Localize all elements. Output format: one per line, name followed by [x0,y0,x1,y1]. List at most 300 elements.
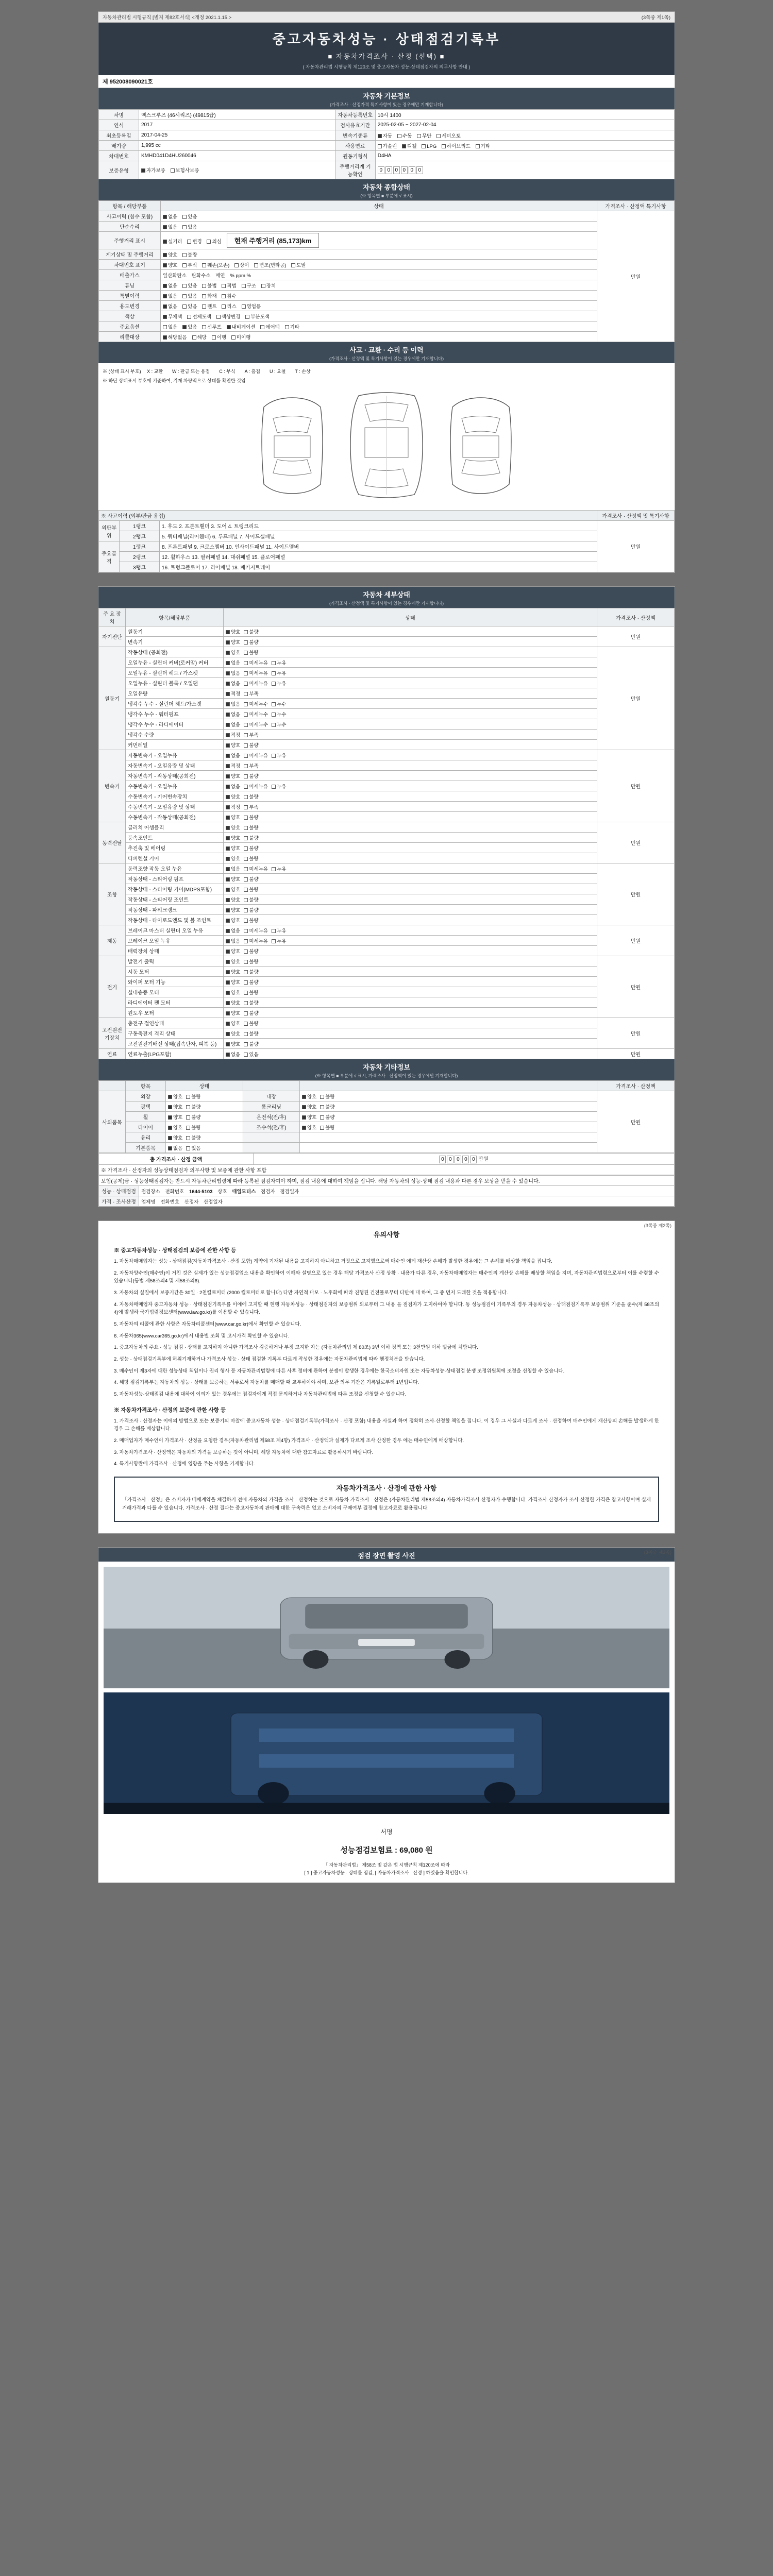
detail-state-options[interactable] [224,925,597,936]
checkbox-alt-2[interactable] [272,754,276,758]
checkbox-alt-1[interactable] [244,816,248,820]
checkbox-option-sunroof[interactable] [202,325,206,329]
checkbox-alt-1[interactable] [244,785,248,789]
checkbox-good[interactable] [302,1095,306,1099]
option-label: 양호 [173,1135,183,1141]
checkbox-primary[interactable] [226,929,230,933]
checkbox-alt-1[interactable] [244,888,248,892]
checkbox-primary[interactable] [226,774,230,778]
checkbox-alt-1[interactable] [244,1042,248,1046]
detail-state-options[interactable] [224,699,597,709]
detail-state-options[interactable] [224,967,597,977]
checkbox-primary[interactable] [226,826,230,830]
row-value: 엑스크루즈 (46시리즈) (49815급) [139,110,335,120]
others-item-options-2[interactable] [300,1091,597,1101]
item-options[interactable] [161,280,597,291]
checkbox-alt-1[interactable] [244,950,248,954]
option-label: 양호 [231,835,241,841]
checkbox-primary[interactable] [226,867,230,871]
detail-state-options[interactable] [224,760,597,771]
checkbox-exists[interactable] [182,225,187,229]
car-front-photo-illustration [104,1567,669,1688]
checkbox-option-airbag[interactable] [260,325,264,329]
checkbox-vin-modified[interactable] [254,263,258,267]
checkbox-alt-1[interactable] [244,960,248,964]
option-label: 적정 [231,732,241,738]
detail-part-label: 오일누유 - 실린더 헤드 / 가스켓 [126,668,224,678]
detail-state-options[interactable] [224,1039,597,1049]
checkbox-primary[interactable] [226,702,230,706]
inspector-company-label: 상호 [217,1189,227,1195]
checkbox-vin-good[interactable] [163,263,167,267]
checkbox-primary[interactable] [226,1042,230,1046]
checkbox-usage-exists[interactable] [182,304,187,309]
transmission-options[interactable] [375,130,674,141]
checkbox-usage-none[interactable] [163,304,167,309]
detail-state-options[interactable] [224,822,597,833]
checkbox-alt-1[interactable] [244,970,248,974]
detail-state-options[interactable] [224,977,597,987]
checkbox-primary[interactable] [226,836,230,840]
option-label: 불량 [249,815,259,821]
checkbox-color-partial-paint[interactable] [245,315,249,319]
document-topbar [98,12,675,23]
detail-state-options[interactable] [224,802,597,812]
checkbox-alt-1[interactable] [244,980,248,985]
detail-state-options[interactable] [224,863,597,874]
table-row [99,833,675,843]
checkbox-special-exists[interactable] [182,294,187,298]
checkbox-real-distance[interactable] [163,240,167,244]
option-label: 양호 [307,1114,317,1121]
detail-state-options[interactable] [224,637,597,647]
checkbox-transmission-auto[interactable] [378,134,382,138]
checkbox-alt-1[interactable] [244,1022,248,1026]
checkbox-bad[interactable] [320,1095,324,1099]
item-options[interactable] [161,249,597,260]
checkbox-alt-1[interactable] [244,1011,248,1015]
option-label: 불법 [207,283,217,289]
table-row [99,1039,675,1049]
checkbox-tuning-structure[interactable] [242,284,246,288]
checkbox-primary[interactable] [226,754,230,758]
checkbox-primary[interactable] [226,960,230,964]
checkbox-special-fire[interactable] [202,294,206,298]
checkbox-primary[interactable] [226,950,230,954]
checkbox-alt-1[interactable] [244,857,248,861]
checkbox-alt-1[interactable] [244,764,248,768]
detail-state-options[interactable] [224,626,597,637]
detail-state-options[interactable] [224,1018,597,1028]
odo-digit: 0 [401,166,408,174]
checkbox-fuel-diesel[interactable] [402,144,406,148]
checkbox-changed[interactable] [187,240,191,244]
table-row [99,1143,675,1153]
checkbox-alt-2[interactable] [272,929,276,933]
checkbox-primary[interactable] [226,1032,230,1036]
detail-state-options[interactable] [224,791,597,802]
checkbox-alt-1[interactable] [244,1001,248,1005]
table-row [99,1165,675,1175]
checkbox-vin-damage[interactable] [202,263,206,267]
checkbox-fuel-lpg[interactable] [422,144,426,148]
checkbox-recall-notdone[interactable] [231,335,236,340]
checkbox-usage-business[interactable] [242,304,246,309]
checkbox-good[interactable] [168,1136,172,1140]
detail-state-options[interactable] [224,946,597,956]
item-label: 리콜대상 [99,332,161,342]
checkbox-option-navigation[interactable] [227,325,231,329]
table-row [99,151,675,161]
detail-state-options[interactable] [224,956,597,967]
row-value-2: 2025-02-05 ~ 2027-02-04 [375,120,674,130]
others-item-options-2[interactable] [300,1122,597,1132]
checkbox-alt-1[interactable] [244,702,248,706]
checkbox-primary[interactable] [226,692,230,696]
appraiser-phone-label: 전화번호 [160,1199,180,1205]
notice-item: 2. 성능 · 상태점검기록부에 허위기재하거나 가격조사 성능 · 상태 점검한 기록부 다르게 작성한 경우에는 자동차관리법에 따라 행정처분을 받습니다. [114,1357,425,1363]
checkbox-alt-1[interactable] [244,867,248,871]
others-item-options[interactable] [166,1112,243,1122]
checkbox-primary[interactable] [226,640,230,645]
checkbox-color-original[interactable] [163,315,167,319]
checkbox-good[interactable] [168,1146,172,1150]
checkbox-tuning-illegal[interactable] [202,284,206,288]
detail-state-options[interactable] [224,905,597,915]
table-row [99,688,675,699]
checkbox-alt-1[interactable] [244,991,248,995]
detail-state-options[interactable] [224,750,597,760]
checkbox-tuning-device[interactable] [261,284,265,288]
detail-state-options[interactable] [224,740,597,750]
checkbox-primary[interactable] [226,723,230,727]
checkbox-warranty-self[interactable] [141,168,145,173]
section-basic-info [98,88,675,109]
checkbox-alt-1[interactable] [244,929,248,933]
option-label: 불량 [249,918,259,924]
checkbox-alt-1[interactable] [244,733,248,737]
detail-state-options[interactable] [224,997,597,1008]
checkbox-alt-1[interactable] [244,774,248,778]
detail-state-options[interactable] [224,1049,597,1059]
checkbox-alt-2[interactable] [272,702,276,706]
checkbox-primary[interactable] [226,846,230,851]
checkbox-alt-2[interactable] [272,682,276,686]
table-row [99,301,675,311]
checkbox-vin-painted[interactable] [291,263,295,267]
detail-state-options[interactable] [224,853,597,863]
checkbox-alt-1[interactable] [244,846,248,851]
checkbox-primary[interactable] [226,970,230,974]
detail-state-options[interactable] [224,771,597,781]
checkbox-primary[interactable] [226,733,230,737]
detail-state-options[interactable] [224,678,597,688]
checkbox-option-exists[interactable] [182,325,187,329]
checkbox-bad[interactable] [320,1105,324,1109]
item-options[interactable] [161,260,597,270]
checkbox-option-etc[interactable] [285,325,289,329]
others-item-options-2[interactable] [300,1132,597,1143]
detail-price-cell: 만원 [597,647,675,750]
checkbox-primary[interactable] [226,991,230,995]
detail-part-label: 고전원전기배선 상태(접속단자, 피복 등) [126,1039,224,1049]
detail-state-options[interactable] [224,719,597,730]
checkbox-alt-2[interactable] [272,723,276,727]
checkbox-bad[interactable] [320,1126,324,1130]
checkbox-color-full-paint[interactable] [187,315,191,319]
checkbox-usage-rent[interactable] [202,304,206,309]
option-label: 양호 [231,876,241,883]
checkbox-vin-different[interactable] [234,263,239,267]
inspection-fee-label: 성능점검보험료 : [340,1846,397,1855]
others-item-options[interactable] [166,1132,243,1143]
detail-state-options[interactable] [224,884,597,894]
checkbox-tuning-none[interactable] [163,284,167,288]
checkbox-alt-1[interactable] [244,651,248,655]
detail-state-options[interactable] [224,936,597,946]
checkbox-none[interactable] [163,215,167,219]
checkbox-primary[interactable] [226,857,230,861]
checkbox-primary[interactable] [226,630,230,634]
checkbox-bad[interactable] [182,253,187,257]
detail-state-options[interactable] [224,1008,597,1018]
checkbox-bad[interactable] [186,1105,190,1109]
checkbox-alt-2[interactable] [272,785,276,789]
detail-state-options[interactable] [224,688,597,699]
checkbox-alt-2[interactable] [272,939,276,943]
checkbox-primary[interactable] [226,888,230,892]
notice-item: 6. 자동차365(www.car365.go.kr)에서 내용별 조회 및 고시가격 확인할 수 있습니다. [114,1333,290,1339]
checkbox-warranty-insurer[interactable] [171,168,175,173]
checkbox-alt-1[interactable] [244,1032,248,1036]
checkbox-primary[interactable] [226,785,230,789]
checkbox-primary[interactable] [226,1001,230,1005]
checkbox-recall-na[interactable] [163,335,167,340]
option-label: 리스 [227,303,237,310]
row-label-2: 주행거리계 기능확인 [335,161,375,179]
checkbox-bad[interactable] [186,1115,190,1120]
checkbox-alt-1[interactable] [244,919,248,923]
checkbox-transmission-manual[interactable] [397,134,401,138]
checkbox-bad[interactable] [186,1146,190,1150]
checkbox-primary[interactable] [226,682,230,686]
checkbox-option-none[interactable] [163,325,167,329]
detail-state-options[interactable] [224,843,597,853]
warranty-options[interactable] [139,161,335,179]
checkbox-alt-1[interactable] [244,723,248,727]
detail-part-label: 냉각수 누수 - 워터펌프 [126,709,224,719]
detail-state-options[interactable] [224,709,597,719]
checkbox-alt-1[interactable] [244,640,248,645]
checkbox-primary[interactable] [226,877,230,882]
detail-state-options[interactable] [224,657,597,668]
checkbox-primary[interactable] [226,898,230,902]
option-label: 도말 [296,262,306,268]
checkbox-primary[interactable] [226,651,230,655]
detail-state-options[interactable] [224,833,597,843]
checkbox-recall-done[interactable] [212,335,216,340]
checkbox-good[interactable] [168,1115,172,1120]
checkbox-tuning-exists[interactable] [182,284,187,288]
others-item-options-2[interactable] [300,1101,597,1112]
checkbox-primary[interactable] [226,816,230,820]
detail-state-options[interactable] [224,647,597,657]
checkbox-alt-1[interactable] [244,630,248,634]
detail-state-options[interactable] [224,812,597,822]
checkbox-alt-1[interactable] [244,826,248,830]
checkbox-suspect[interactable] [207,240,211,244]
checkbox-primary[interactable] [226,713,230,717]
detail-state-options[interactable] [224,668,597,678]
option-label: 불량 [249,794,259,800]
checkbox-primary[interactable] [226,805,230,809]
others-item-options[interactable] [166,1091,243,1101]
checkbox-alt-1[interactable] [244,1053,248,1057]
rank-label: 2랭크 [120,531,160,541]
option-label: 없음 [231,753,241,759]
checkbox-primary[interactable] [226,671,230,675]
checkbox-alt-1[interactable] [244,898,248,902]
checkbox-alt-1[interactable] [244,671,248,675]
checkbox-alt-1[interactable] [244,682,248,686]
checkbox-fuel-etc[interactable] [476,144,480,148]
others-item-options-2[interactable] [300,1112,597,1122]
table-row [99,791,675,802]
item-options[interactable] [161,291,597,301]
checkbox-primary[interactable] [226,1022,230,1026]
checkbox-primary[interactable] [226,919,230,923]
item-options[interactable] [161,211,597,222]
checkbox-none[interactable] [163,225,167,229]
option-label: 양호 [173,1094,183,1100]
checkbox-alt-1[interactable] [244,836,248,840]
checkbox-primary[interactable] [226,1053,230,1057]
item-options[interactable] [161,222,597,232]
checkbox-transmission-cvt[interactable] [417,134,421,138]
item-options[interactable] [161,332,597,342]
checkbox-alt-1[interactable] [244,805,248,809]
checkbox-fuel-hybrid[interactable] [442,144,446,148]
checkbox-alt-1[interactable] [244,939,248,943]
checkbox-alt-2[interactable] [272,713,276,717]
option-label: 양호 [307,1104,317,1110]
option-label: 부족 [249,732,259,738]
row-value-2: D4HA [375,151,674,161]
others-item-options-2[interactable] [300,1143,597,1153]
checkbox-alt-1[interactable] [244,713,248,717]
odometer-digits [375,161,674,179]
checkbox-alt-2[interactable] [272,671,276,675]
option-label: 양호 [231,948,241,955]
checkbox-primary[interactable] [226,1011,230,1015]
checkbox-alt-2[interactable] [272,661,276,665]
checkbox-good[interactable] [168,1095,172,1099]
detail-state-options[interactable] [224,781,597,791]
option-label: 누유 [277,866,287,872]
checkbox-recall-yes[interactable] [192,335,196,340]
checkbox-tuning-legal[interactable] [222,284,226,288]
checkbox-good[interactable] [168,1126,172,1130]
item-options[interactable] [161,301,597,311]
inspector-person-label: 점검자 [261,1189,275,1195]
checkbox-alt-1[interactable] [244,877,248,882]
checkbox-primary[interactable] [226,743,230,748]
checkbox-primary[interactable] [226,795,230,799]
checkbox-alt-1[interactable] [244,795,248,799]
checkbox-good[interactable] [163,253,167,257]
detail-state-options[interactable] [224,874,597,884]
checkbox-alt-1[interactable] [244,754,248,758]
checkbox-transmission-semiauto[interactable] [436,134,441,138]
checkbox-usage-lease[interactable] [222,304,226,309]
detail-state-options[interactable] [224,1028,597,1039]
checkbox-bad[interactable] [186,1136,190,1140]
checkbox-good[interactable] [302,1126,306,1130]
checkbox-alt-1[interactable] [244,743,248,748]
item-options[interactable] [161,311,597,321]
others-item-options[interactable] [166,1122,243,1132]
checkbox-alt-2[interactable] [272,867,276,871]
checkbox-primary[interactable] [226,908,230,912]
checkbox-primary[interactable] [226,764,230,768]
checkbox-alt-1[interactable] [244,908,248,912]
row-value: 2017 [139,120,335,130]
checkbox-color-changed[interactable] [216,315,221,319]
checkbox-exists[interactable] [182,215,187,219]
rank-items: 1. 후드 2. 프론트휀더 3. 도어 4. 트렁크리드 [160,521,597,531]
checkbox-primary[interactable] [226,980,230,985]
detail-state-options[interactable] [224,730,597,740]
col-state-2 [300,1081,597,1091]
checkbox-fuel-gasoline[interactable] [378,144,382,148]
detail-part-label: 냉각수 수량 [126,730,224,740]
checkbox-good[interactable] [302,1105,306,1109]
checkbox-good[interactable] [302,1115,306,1120]
checkbox-primary[interactable] [226,661,230,665]
section-detail-title: 자동차 세부상태 [363,591,410,599]
item-options[interactable] [161,232,597,249]
fuel-options[interactable] [375,141,674,151]
others-item-options[interactable] [166,1101,243,1112]
others-item-options[interactable] [166,1143,243,1153]
notice-item: 4. 자동차매매업자 중고자동차 성능 · 상태점검기록부를 이에에 고지할 때 현행 자동차성능 · 상태점검자의 보증범위 외로부터 그 내용 을 점검자가 고지하여야 합니다. 동 성능점검이 기록부의 경우 자동차성능 · 상태점검기록부 보증범위 기준을 준수(제 58조의4)에 발생하 국가법령정보센터(www.law.go.kr)를 이용할 수 있습니다. [114,1301,659,1316]
item-options[interactable] [161,321,597,332]
checkbox-bad[interactable] [186,1095,190,1099]
checkbox-bad[interactable] [320,1115,324,1120]
checkbox-alt-1[interactable] [244,692,248,696]
checkbox-alt-1[interactable] [244,661,248,665]
inspector-company-value: 대일모터스 [232,1189,256,1195]
detail-state-options[interactable] [224,987,597,997]
option-label: 적정 [231,691,241,697]
checkbox-special-flood[interactable] [222,294,226,298]
option-label: 부족 [249,804,259,810]
others-item-label: 외장 [126,1091,166,1101]
table-row [99,110,675,120]
checkbox-special-none[interactable] [163,294,167,298]
option-label: 미세누수 [249,722,268,728]
detail-state-options[interactable] [224,915,597,925]
checkbox-good[interactable] [168,1105,172,1109]
option-label: 해당 [197,334,207,341]
detail-state-options[interactable] [224,894,597,905]
checkbox-primary[interactable] [226,939,230,943]
sheet-photos [98,1547,675,1883]
checkbox-bad[interactable] [186,1126,190,1130]
checkbox-vin-corrosion[interactable] [182,263,187,267]
option-label: 구조 [246,283,256,289]
option-label: 기타 [480,143,491,149]
